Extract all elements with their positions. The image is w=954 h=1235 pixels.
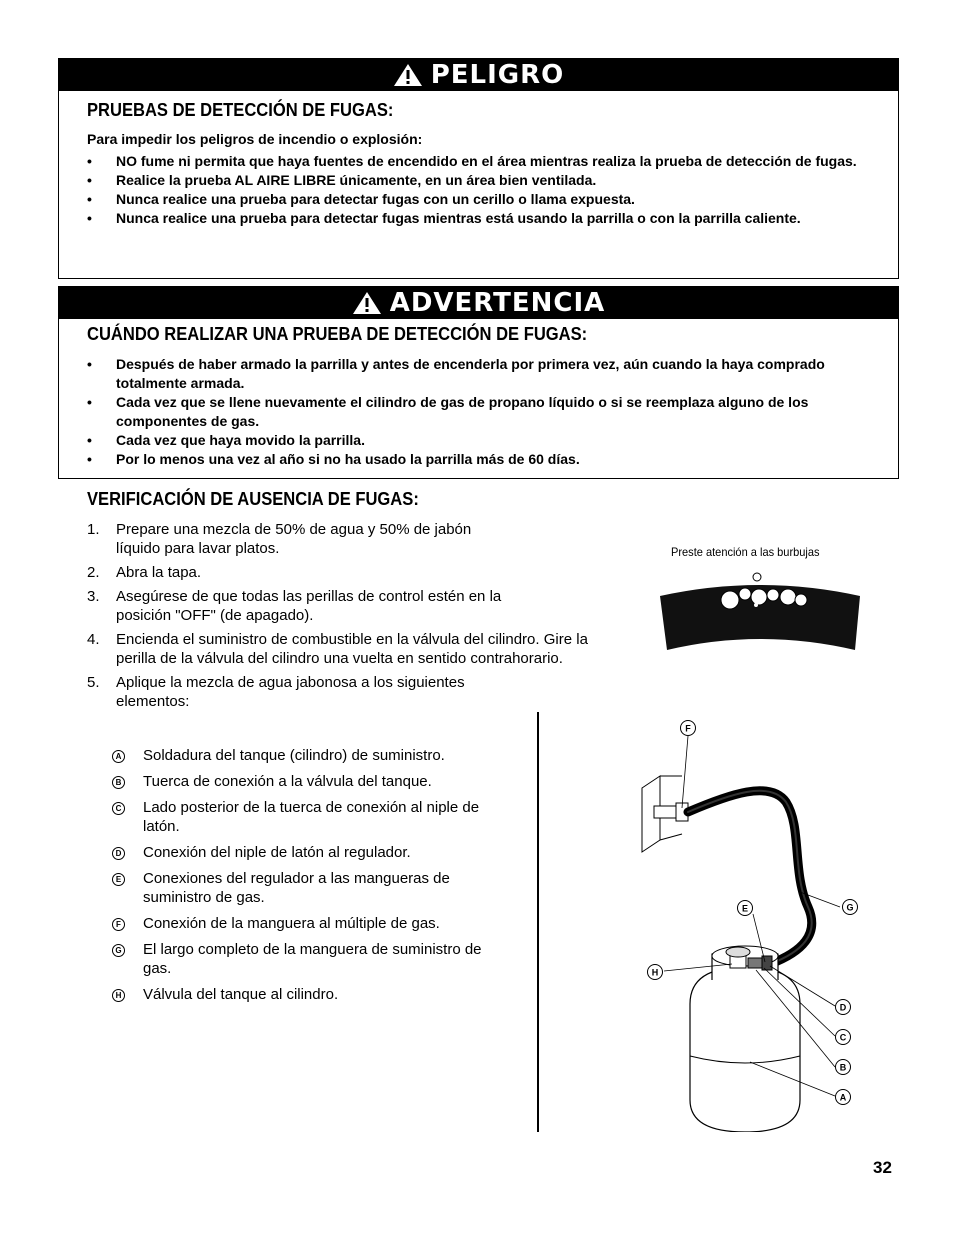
part-text: Conexiones del regulador a las mangueras de suministro de gas. [143,870,450,906]
danger-banner [59,59,898,91]
list-item [112,843,502,862]
list-item: • NO fume ni permita que haya fuentes de encendido en el área mientras realiza la prueba de detección de fugas. [87,152,877,171]
step-number: 3. [87,588,100,605]
letter-badge: F [112,918,125,931]
list-item [87,587,516,625]
callout-label: H [651,967,659,978]
callout-d [836,1000,851,1015]
danger-banner-text: PELIGRO [430,60,565,90]
part-text: Conexión de la manguera al múltiple de gas. [143,915,440,932]
step-text: Asegúrese de que todas las perillas de control estén en la posición "OFF" (de apagado). [116,588,502,624]
propane-tank-illustration [620,712,870,1132]
step-number: 5. [87,674,100,691]
danger-lead: Para impedir los peligros de incendio o explosión: [87,131,423,147]
warning-bullet-list [87,355,882,469]
parts-list [112,746,502,1011]
callout-e [738,901,753,916]
warning-banner-text: ADVERTENCIA [389,288,606,318]
letter-badge: C [112,802,125,815]
step-text: Encienda el suministro de combustible en la válvula del cilindro. Gire la perilla de la válvula del cilindro una vuelta en sentido contrahorario. [116,631,588,667]
part-text: Conexión del niple de latón al regulador. [143,844,411,861]
callout-f [681,721,696,736]
list-item: • Nunca realice una prueba para detectar fugas con un cerillo o llama expuesta. [87,190,877,209]
step-text: Aplique la mezcla de agua jabonosa a los siguientes elementos: [116,674,465,710]
part-text: Tuerca de conexión a la válvula del tanque. [143,773,432,790]
callout-label: A [839,1092,847,1103]
hose-bubbles-illustration [655,568,870,660]
part-text: Lado posterior de la tuerca de conexión al niple de latón. [143,799,480,835]
callout-b [836,1060,851,1075]
letter-badge: D [112,847,125,860]
letter-badge: B [112,776,125,789]
list-item: • Nunca realice una prueba para detectar fugas mientras está usando la parrilla o con la parrilla caliente. [87,209,877,228]
list-item: • Por lo menos una vez al año si no ha usado la parrilla más de 60 días. [87,450,882,469]
letter-badge: E [112,873,125,886]
step-number: 4. [87,631,100,648]
letter-badge: H [112,989,125,1002]
warning-triangle-icon [352,291,382,315]
letter-badge: A [112,750,125,763]
list-item [87,630,621,668]
danger-bullet-list [87,152,877,228]
list-item [112,914,502,933]
list-item [112,985,502,1004]
list-item [87,673,521,711]
list-item [112,798,502,836]
bubbles-caption: Preste atención a las burbujas [671,545,820,559]
list-item: • Cada vez que haya movido la parrilla. [87,431,882,450]
step-text: Abra la tapa. [116,564,202,581]
step-number: 2. [87,564,100,581]
callout-h [648,965,663,980]
callout-g [843,900,858,915]
list-item [112,940,502,978]
callout-label: F [685,723,691,734]
callout-a [836,1090,851,1105]
list-item [112,772,502,791]
callout-label: B [839,1062,847,1073]
callout-c [836,1030,851,1045]
letter-badge: G [112,944,125,957]
warning-triangle-icon [393,63,423,87]
column-divider [537,712,539,1132]
list-item [112,746,502,765]
callout-label: D [839,1002,847,1013]
danger-title: PRUEBAS DE DETECCIÓN DE FUGAS: [87,100,394,120]
list-item [87,563,592,582]
warning-title: CUÁNDO REALIZAR UNA PRUEBA DE DETECCIÓN DE FUGAS: [87,324,588,344]
step-number: 1. [87,521,100,538]
list-item: • Después de haber armado la parrilla y antes de encenderla por primera vez, aún cuando la haya comprado totalmente armada. [87,355,882,393]
steps-list [87,520,592,716]
page-number: 32 [873,1158,892,1177]
callout-label: G [846,902,854,913]
part-text: El largo completo de la manguera de suministro de gas. [143,941,482,977]
list-item [112,869,502,907]
callout-label: C [839,1032,847,1043]
verification-title: VERIFICACIÓN DE AUSENCIA DE FUGAS: [87,489,419,509]
callout-label: E [741,903,749,914]
step-text: Prepare una mezcla de 50% de agua y 50% de jabón líquido para lavar platos. [116,521,472,557]
warning-banner [59,287,898,319]
list-item: • Realice la prueba AL AIRE LIBRE únicamente, en un área bien ventilada. [87,171,877,190]
part-text: Soldadura del tanque (cilindro) de suministro. [143,747,445,764]
list-item: • Cada vez que se llene nuevamente el cilindro de gas de propano líquido o si se reemplaza alguno de los componentes de gas. [87,393,882,431]
part-text: Válvula del tanque al cilindro. [143,986,339,1003]
list-item [87,520,516,558]
